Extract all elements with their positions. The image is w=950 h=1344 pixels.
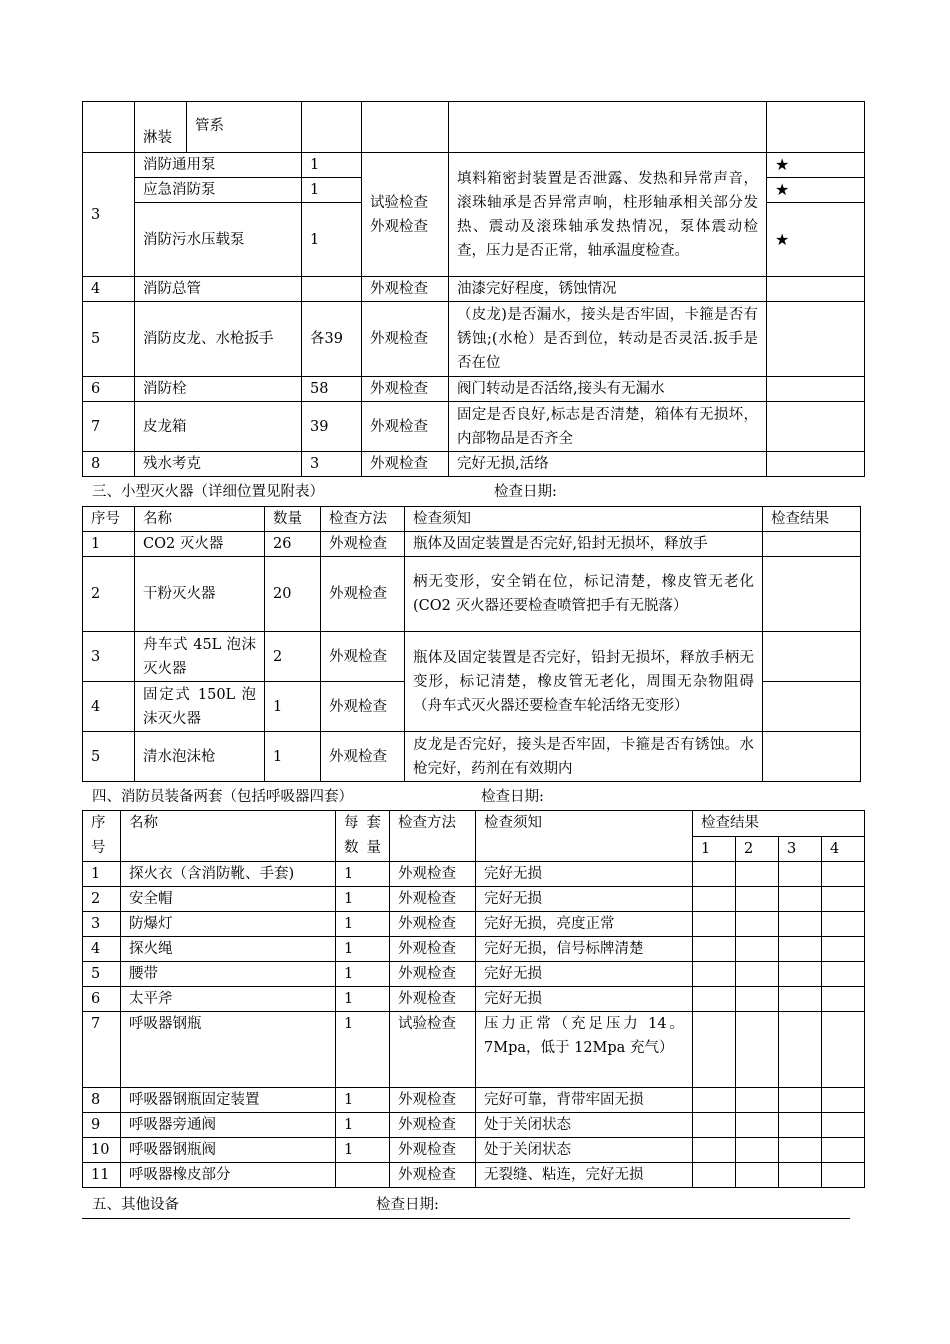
result-cell[interactable] <box>763 532 861 557</box>
result-cell[interactable] <box>736 887 779 912</box>
item-qty: 1 <box>265 732 321 782</box>
result-cell[interactable] <box>822 1138 865 1163</box>
header-no: 序号 <box>83 507 135 532</box>
item-qty: 1 <box>302 203 362 277</box>
check-method: 外观检查 <box>390 987 476 1012</box>
result-cell[interactable] <box>693 937 736 962</box>
row-number: 8 <box>83 1088 121 1113</box>
result-cell[interactable] <box>763 732 861 782</box>
row-number: 4 <box>83 277 135 302</box>
header-method: 检查方法 <box>390 811 476 862</box>
row-number: 5 <box>83 962 121 987</box>
check-method: 外观检查 <box>362 452 449 477</box>
item-qty: 39 <box>302 402 362 452</box>
section3-title: 三、小型灭火器（详细位置见附表） <box>92 484 324 500</box>
result-cell[interactable] <box>822 1113 865 1138</box>
check-note: 完好无损，信号标牌清楚 <box>476 937 693 962</box>
result-cell[interactable] <box>822 962 865 987</box>
result-cell[interactable] <box>693 1088 736 1113</box>
item-name: 探火绳 <box>121 937 336 962</box>
check-method: 外观检查 <box>321 532 405 557</box>
item-name: 呼吸器钢瓶阀 <box>121 1138 336 1163</box>
check-method: 试验检查外观检查 <box>362 153 449 277</box>
result-cell[interactable] <box>779 1113 822 1138</box>
check-note: 完好无损,活络 <box>449 452 767 477</box>
result-cell[interactable] <box>779 987 822 1012</box>
result-cell[interactable] <box>736 1163 779 1188</box>
result-cell[interactable] <box>822 887 865 912</box>
result-cell[interactable] <box>822 912 865 937</box>
row-number: 11 <box>83 1163 121 1188</box>
result-cell[interactable] <box>736 1138 779 1163</box>
item-qty: 1 <box>336 912 390 937</box>
star-mark: ★ <box>767 178 865 203</box>
result-cell[interactable] <box>779 1138 822 1163</box>
cell-empty <box>767 402 865 452</box>
result-cell[interactable] <box>736 912 779 937</box>
row-number: 7 <box>83 402 135 452</box>
row-number: 8 <box>83 452 135 477</box>
row-number: 4 <box>83 682 135 732</box>
header-qty: 每套数量 <box>336 811 390 862</box>
check-note: 瓶体及固定装置是否完好,铅封无损坏，释放手 <box>405 532 763 557</box>
result-cell[interactable] <box>779 962 822 987</box>
item-name: 腰带 <box>121 962 336 987</box>
star-mark: ★ <box>767 153 865 178</box>
item-name: 呼吸器钢瓶 <box>121 1012 336 1088</box>
result-cell[interactable] <box>763 632 861 682</box>
header-note: 检查须知 <box>476 811 693 862</box>
row-number: 4 <box>83 937 121 962</box>
row-number: 5 <box>83 302 135 377</box>
check-method: 外观检查 <box>362 402 449 452</box>
check-note: 瓶体及固定装置是否完好，铅封无损坏，释放手柄无变形，标记清楚，橡皮管无老化，周围无杂物阻碍（舟车式灭火器还要检查车轮活络无变形） <box>405 632 763 732</box>
check-method: 外观检查 <box>390 887 476 912</box>
row-number: 1 <box>83 862 121 887</box>
section3-date-label: 检查日期: <box>494 484 557 500</box>
result-cell[interactable] <box>693 912 736 937</box>
item-name: 固定式 150L 泡沫灭火器 <box>135 682 265 732</box>
check-note: 完好无损 <box>476 887 693 912</box>
header-name: 名称 <box>121 811 336 862</box>
item-name: 应急消防泵 <box>135 178 302 203</box>
check-method: 外观检查 <box>390 912 476 937</box>
item-qty: 1 <box>265 682 321 732</box>
check-method: 外观检查 <box>390 1138 476 1163</box>
item-qty: 58 <box>302 377 362 402</box>
row-number: 6 <box>83 377 135 402</box>
row-number: 10 <box>83 1138 121 1163</box>
result-cell[interactable] <box>763 682 861 732</box>
row-number: 2 <box>83 557 135 632</box>
header-no: 序号 <box>83 811 121 862</box>
item-qty: 1 <box>302 178 362 203</box>
result-cell[interactable] <box>779 887 822 912</box>
cell-empty <box>362 102 449 153</box>
fire-pump-table <box>82 101 865 477</box>
item-qty: 1 <box>302 153 362 178</box>
check-method: 外观检查 <box>362 377 449 402</box>
check-method: 外观检查 <box>390 1163 476 1188</box>
header-result: 检查结果 <box>763 507 861 532</box>
result-cell[interactable] <box>779 1088 822 1113</box>
header-result-3: 3 <box>779 836 822 862</box>
section5-date-label: 检查日期: <box>376 1197 439 1213</box>
item-qty: 1 <box>336 987 390 1012</box>
check-note: 完好无损，亮度正常 <box>476 912 693 937</box>
result-cell[interactable] <box>736 987 779 1012</box>
check-note: 完好可靠，背带牢固无损 <box>476 1088 693 1113</box>
header-result-2: 2 <box>736 836 779 862</box>
item-name: CO2 灭火器 <box>135 532 265 557</box>
row-number: 9 <box>83 1113 121 1138</box>
cell-empty <box>767 102 865 153</box>
check-method: 外观检查 <box>390 862 476 887</box>
check-note: 固定是否良好,标志是否清楚，箱体有无损坏，内部物品是否齐全 <box>449 402 767 452</box>
result-cell[interactable] <box>693 1138 736 1163</box>
check-method: 外观检查 <box>390 1088 476 1113</box>
item-qty: 2 <box>265 632 321 682</box>
check-note: 填料箱密封装置是否泄露、发热和异常声音，滚珠轴承是否异常声响，柱形轴承相关部分发热、震动及滚珠轴承发热情况，泵体震动检查，压力是否正常，轴承温度检查。 <box>449 153 767 277</box>
item-qty: 各39 <box>302 302 362 377</box>
item-qty: 1 <box>336 1088 390 1113</box>
cell-empty <box>767 377 865 402</box>
item-qty: 1 <box>336 937 390 962</box>
item-name: 消防污水压载泵 <box>135 203 302 277</box>
item-name: 呼吸器旁通阀 <box>121 1113 336 1138</box>
header-result: 检查结果 <box>693 811 865 837</box>
result-cell[interactable] <box>779 1012 822 1088</box>
item-qty: 1 <box>336 1138 390 1163</box>
result-cell[interactable] <box>693 962 736 987</box>
cell-empty <box>449 102 767 153</box>
result-cell[interactable] <box>736 862 779 887</box>
section4-date-label: 检查日期: <box>481 789 544 805</box>
item-name: 太平斧 <box>121 987 336 1012</box>
check-note: （皮龙)是否漏水，接头是否牢固，卡箍是否有锈蚀;(水枪）是否到位，转动是否灵活.扳手是否在位 <box>449 302 767 377</box>
check-note: 柄无变形，安全销在位，标记清楚，橡皮管无老化(CO2 灭火器还要检查喷管把手有无脱落） <box>405 557 763 632</box>
check-note: 完好无损 <box>476 962 693 987</box>
result-cell[interactable] <box>822 1012 865 1088</box>
cell-empty <box>767 277 865 302</box>
check-method: 外观检查 <box>321 682 405 732</box>
check-method: 外观检查 <box>362 277 449 302</box>
check-method: 外观检查 <box>362 302 449 377</box>
check-note: 皮龙是否完好，接头是否牢固，卡箍是否有锈蚀。水枪完好，药剂在有效期内 <box>405 732 763 782</box>
check-note: 无裂缝、粘连，完好无损 <box>476 1163 693 1188</box>
item-name: 消防栓 <box>135 377 302 402</box>
check-method: 外观检查 <box>390 1113 476 1138</box>
check-note: 完好无损 <box>476 862 693 887</box>
item-name: 消防通用泵 <box>135 153 302 178</box>
result-cell[interactable] <box>693 887 736 912</box>
result-cell[interactable] <box>736 1088 779 1113</box>
result-cell[interactable] <box>779 862 822 887</box>
item-qty: 1 <box>336 1113 390 1138</box>
item-name: 呼吸器橡皮部分 <box>121 1163 336 1188</box>
cell-empty <box>767 452 865 477</box>
result-cell[interactable] <box>763 557 861 632</box>
item-qty: 1 <box>336 862 390 887</box>
row-number: 1 <box>83 532 135 557</box>
bottom-rule <box>82 1218 850 1219</box>
row-number: 6 <box>83 987 121 1012</box>
item-name: 呼吸器钢瓶固定装置 <box>121 1088 336 1113</box>
item-qty: 20 <box>265 557 321 632</box>
row-number: 2 <box>83 887 121 912</box>
check-method: 外观检查 <box>390 962 476 987</box>
result-cell[interactable] <box>822 1163 865 1188</box>
item-qty: 3 <box>302 452 362 477</box>
check-method: 外观检查 <box>390 937 476 962</box>
cell-empty <box>83 102 135 153</box>
check-method: 外观检查 <box>321 632 405 682</box>
row-number: 3 <box>83 632 135 682</box>
check-note: 阀门转动是否活络,接头有无漏水 <box>449 377 767 402</box>
star-mark: ★ <box>767 203 865 277</box>
result-cell[interactable] <box>693 862 736 887</box>
cell-sub-b: 管系 <box>187 102 302 153</box>
check-note: 完好无损 <box>476 987 693 1012</box>
result-cell[interactable] <box>693 987 736 1012</box>
item-name: 消防总管 <box>135 277 302 302</box>
check-method: 试验检查 <box>390 1012 476 1088</box>
item-qty: 1 <box>336 887 390 912</box>
row-number: 5 <box>83 732 135 782</box>
result-cell[interactable] <box>779 912 822 937</box>
item-qty: 26 <box>265 532 321 557</box>
header-result-4: 4 <box>822 836 865 862</box>
result-cell[interactable] <box>693 1012 736 1088</box>
header-name: 名称 <box>135 507 265 532</box>
item-name: 残水考克 <box>135 452 302 477</box>
result-cell[interactable] <box>693 1113 736 1138</box>
header-method: 检查方法 <box>321 507 405 532</box>
item-qty <box>302 277 362 302</box>
cell-empty <box>767 302 865 377</box>
row-number: 3 <box>83 912 121 937</box>
check-method: 外观检查 <box>321 732 405 782</box>
cell-empty <box>302 102 362 153</box>
check-method: 外观检查 <box>321 557 405 632</box>
item-name: 皮龙箱 <box>135 402 302 452</box>
result-cell[interactable] <box>736 937 779 962</box>
section5-title: 五、其他设备 <box>92 1197 179 1213</box>
firefighter-equipment-table <box>82 810 865 1188</box>
item-name: 清水泡沫枪 <box>135 732 265 782</box>
header-qty: 数量 <box>265 507 321 532</box>
row-number: 3 <box>83 153 135 277</box>
result-cell[interactable] <box>822 937 865 962</box>
check-note: 处于关闭状态 <box>476 1113 693 1138</box>
header-result-1: 1 <box>693 836 736 862</box>
item-name: 探火衣（含消防靴、手套) <box>121 862 336 887</box>
result-cell[interactable] <box>779 1163 822 1188</box>
check-note: 油漆完好程度，锈蚀情况 <box>449 277 767 302</box>
item-qty: 1 <box>336 962 390 987</box>
check-note: 处于关闭状态 <box>476 1138 693 1163</box>
item-name: 防爆灯 <box>121 912 336 937</box>
result-cell[interactable] <box>736 1012 779 1088</box>
item-qty: 1 <box>336 1012 390 1088</box>
item-name: 消防皮龙、水枪扳手 <box>135 302 302 377</box>
item-name: 安全帽 <box>121 887 336 912</box>
item-qty <box>336 1163 390 1188</box>
item-name: 干粉灭火器 <box>135 557 265 632</box>
check-note: 压力正常（充足压力 14。7Mpa，低于 12Mpa 充气） <box>476 1012 693 1088</box>
item-name: 舟车式 45L 泡沫灭火器 <box>135 632 265 682</box>
result-cell[interactable] <box>779 937 822 962</box>
result-cell[interactable] <box>736 1113 779 1138</box>
result-cell[interactable] <box>822 1088 865 1113</box>
section4-title: 四、消防员装备两套（包括呼吸器四套） <box>92 789 353 805</box>
row-number: 7 <box>83 1012 121 1088</box>
result-cell[interactable] <box>822 987 865 1012</box>
result-cell[interactable] <box>822 862 865 887</box>
result-cell[interactable] <box>693 1163 736 1188</box>
cell-sub-a: 淋装 <box>135 102 187 153</box>
extinguisher-table <box>82 506 861 782</box>
header-note: 检查须知 <box>405 507 763 532</box>
result-cell[interactable] <box>736 962 779 987</box>
